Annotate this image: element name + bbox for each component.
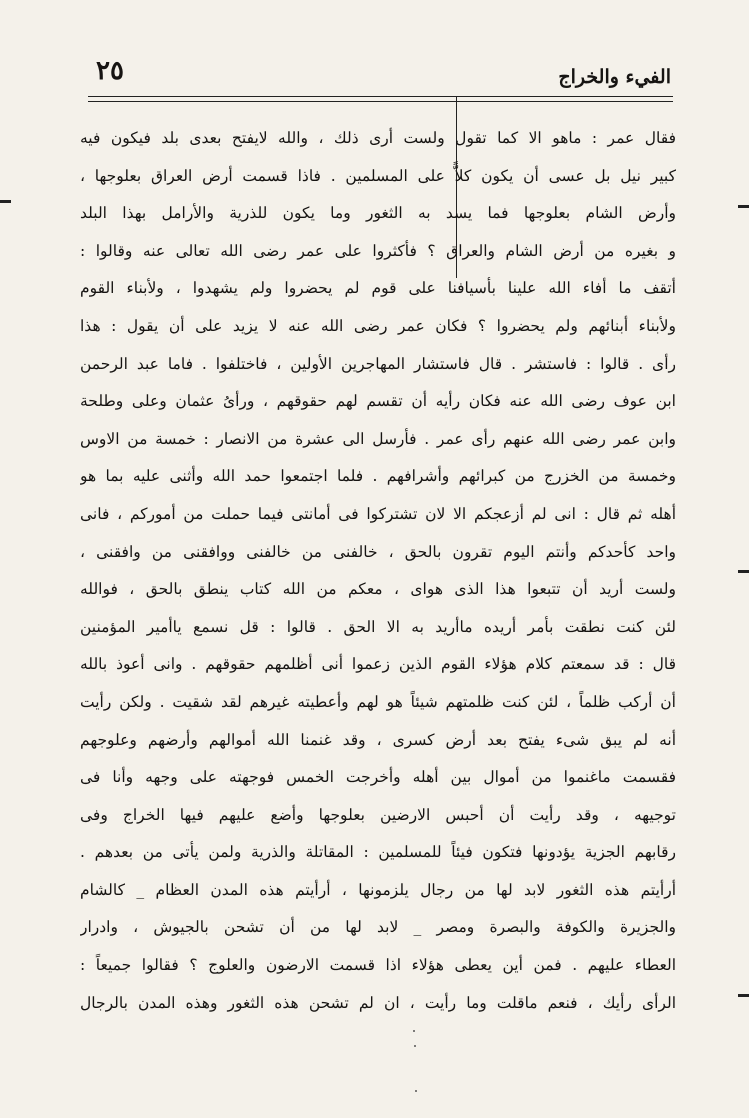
text-line: توجيهه ، وقد رأيت أن أحبس الارضين بعلوجها وأضع عليهم فيها الخراج وفى — [80, 805, 676, 824]
header-rule-bottom — [88, 101, 673, 102]
text-line: أنه لم يبق شىء يفتح بعد أرض كسرى ، وقد غنمنا الله أموالهم وأرضهم وعلوجهم — [80, 730, 676, 749]
text-line: العطاء عليهم . فمن أين يعطى هؤلاء اذا قسمت الارضون والعلوج ؟ فقالوا جميعاً : — [80, 956, 676, 975]
text-line: كبير نيل بل عسى أن يكون كلاًّ على المسلمين . فاذا قسمت أرض العراق بعلوجها ، — [80, 166, 676, 185]
text-line: أهله ثم قال : انى لم أزعجكم الا لان تشتركوا فى أمانتى فيما حملت من أموركم ، فانى — [80, 504, 676, 523]
text-line: أتقف ما أفاء الله علينا بأسيافنا على قوم لم يحضروا ولم يشهدوا ، ولأبناء القوم — [80, 279, 676, 298]
page-number: ٢٥ — [96, 56, 124, 86]
binding-mark — [738, 994, 749, 997]
text-line: وابن عمر رضى الله عنهم رأى عمر . فأرسل الى عشرة من الانصار : خمسة من الاوس — [80, 429, 676, 448]
text-line: ابن عوف رضى الله عنه فكان رأيه أن تقسم لهم حقوقهم ، ورأىُ عثمان وعلى وطلحة — [80, 392, 676, 411]
paper-speck — [413, 1030, 415, 1032]
text-line: ولأبناء أبنائهم ولم يحضروا ؟ فكان عمر رضى الله عنه لا يزيد على أن يقول : هذا — [80, 316, 676, 335]
text-line: والجزيرة والكوفة والبصرة ومصر _ لابد لها من أن تشحن بالجيوش ، وادرار — [80, 918, 676, 937]
text-line: ولست أريد أن تتبعوا هذا الذى هواى ، معكم من الله كتاب ينطق بالحق ، فوالله — [80, 580, 676, 599]
paper-speck — [415, 1090, 417, 1092]
text-line: أرأيتم هذه الثغور لابد لها من رجال يلزمونها ، أرأيتم هذه المدن العظام _ كالشام — [80, 880, 676, 899]
text-line: وأرض الشام بعلوجها فما يسد به الثغور وما يكون للذرية والأرامل بهذا البلد — [80, 204, 676, 223]
text-line: رأى . قالوا : فاستشر . قال فاستشار المهاجرين الأولين ، فاختلفوا . فاما عبد الرحمن — [80, 354, 676, 373]
paper-speck — [414, 1045, 416, 1047]
text-line: فقال عمر : ماهو الا كما تقول ولست أرى ذلك ، والله لايفتح بعدى بلد فيكون فيه — [80, 129, 676, 147]
text-line: وخمسة من الخزرج من كبرائهم وأشرافهم . فلما اجتمعوا حمد الله وأثنى عليه بما هو — [80, 467, 676, 486]
binding-mark — [0, 200, 11, 203]
text-line: لئن كنت نطقت بأمر أريده ماأريد به الا الحق . قالوا : قل نسمع ياأمير المؤمنين — [80, 617, 676, 636]
text-line: واحد كأحدكم وأنتم اليوم تقرون بالحق ، خالفنى من خالفنى ووافقنى من وافقنى ، — [80, 542, 676, 561]
text-line: رقابهم الجزية يؤدونها فتكون فيئاً للمسلمين : المقاتلة والذرية ولمن يأتى من بعدهم . — [80, 843, 676, 862]
text-line: فقسمت ماغنموا من أموال بين أهله وأخرجت الخمس فوجهته على وجهه وأنا فى — [80, 768, 676, 787]
running-title: الفيء والخراج — [558, 66, 671, 88]
page-header — [88, 52, 673, 92]
text-line: الرأى رأيك ، فنعم ماقلت وما رأيت ، ان لم تشحن هذه الثغور وهذه المدن بالرجال — [80, 993, 676, 1012]
text-line: و بغيره من أرض الشام والعراق ؟ فأكثروا على عمر رضى الله تعالى عنه وقالوا : — [80, 241, 676, 260]
binding-mark — [738, 205, 749, 208]
binding-mark — [738, 570, 749, 573]
header-rule-top — [88, 96, 673, 97]
text-line: قال : قد سمعتم كلام هؤلاء القوم الذين زعموا أنى أظلمهم حقوقهم . وانى أعوذ بالله — [80, 655, 676, 674]
body-text — [80, 120, 676, 1022]
text-line: أن أركب ظلماً ، لئن كنت ظلمتهم شيئاً هو لهم وأعطيته غيرهم لقد شقيت . ولكن رأيت — [80, 692, 676, 711]
